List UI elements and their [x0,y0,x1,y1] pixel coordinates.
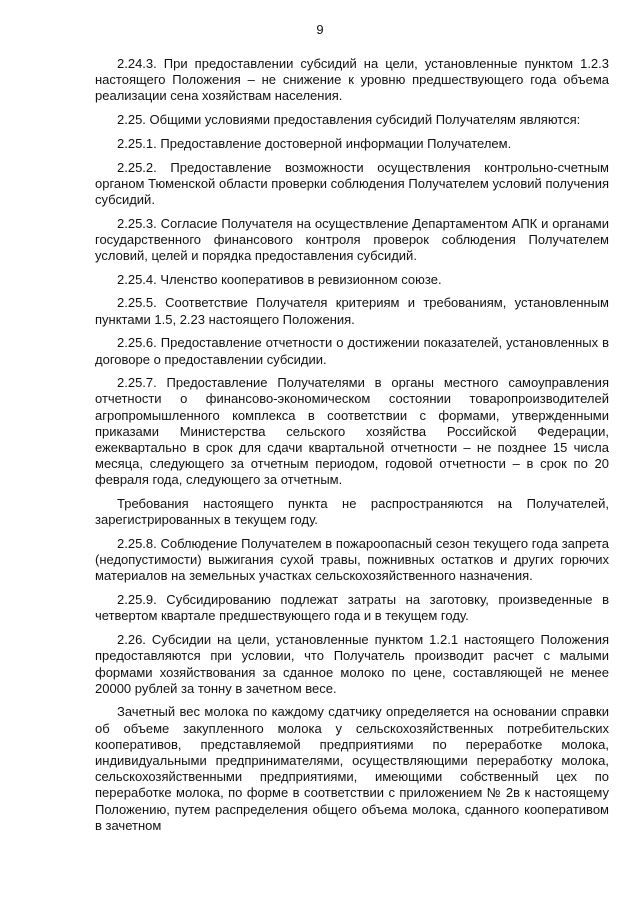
paragraph-2-25-1: 2.25.1. Предоставление достоверной информации Получателем. [117,135,512,151]
paragraph-2-25-4: 2.25.4. Членство кооперативов в ревизионном союзе. [117,271,442,287]
page-number: 9 [316,22,324,37]
document-body [95,56,609,834]
paragraph-2-25-5: 2.25.5. Соответствие Получателя критериям и требованиям, установленным пунктами 1.5, 2.23 настоящего Положения. [95,295,609,327]
paragraph-milk-weight: Зачетный вес молока по каждому сдатчику определяется на основании справки об объеме закупленного молока у сельскохозяйственных потребительских кооперативов, представляемой предприятиями по переработке молока, индивидуальными предпринимателями, осуществляющими переработку молока, сельскохозяйственными предприятиями, имеющими собственный цех по переработке молока, по форме в соответствии с приложением № 2в к настоящему Положению, путем распределения общего объема молока, сданного кооперативом в зачетном [95,704,609,833]
paragraph-2-25-2: 2.25.2. Предоставление возможности осуществления контрольно-счетным органом Тюменской области проверки соблюдения Получателем условий получения субсидий. [95,159,609,207]
paragraph-2-24-3: 2.24.3. При предоставлении субсидий на цели, установленные пунктом 1.2.3 настоящего Положения – не снижение к уровню предшествующего года объема реализации сена хозяйствам населения. [95,56,609,104]
paragraph-2-25-7: 2.25.7. Предоставление Получателями в органы местного самоуправления отчетности о финансово-экономическом состоянии товаропроизводителей агропромышленного комплекса в соответствии с формами, утвержденными приказами Министерства сельского хозяйства Российской Федерации, ежеквартально в срок для сдачи квартальной отчетности – не позднее 15 числа месяца, следующего за отчетным периодом, годовой отчетности – в срок по 20 февраля года, следующего за отчетным. [95,375,609,488]
paragraph-2-25-8: 2.25.8. Соблюдение Получателем в пожароопасный сезон текущего года запрета (недопустимости) выжигания сухой травы, пожнивных остатков и других горючих материалов на земельных участках сельскохозяйственного назначения. [95,536,609,584]
paragraph-2-25-6: 2.25.6. Предоставление отчетности о достижении показателей, установленных в договоре о предоставлении субсидии. [95,335,609,367]
paragraph-2-25-3: 2.25.3. Согласие Получателя на осуществление Департаментом АПК и органами государственного финансового контроля проверок соблюдения Получателем условий, целей и порядка предоставления субсидий. [95,215,609,264]
paragraph-2-26: 2.26. Субсидии на цели, установленные пунктом 1.2.1 настоящего Положения предоставляются при условии, что Получатель производит расчет с малыми формами хозяйствования за сданное молоко по цене, составляющей не менее 20000 рублей за тонну в зачетном весе. [95,632,609,696]
paragraph-2-25: 2.25. Общими условиями предоставления субсидий Получателям являются: [117,112,581,128]
paragraph-2-25-9: 2.25.9. Субсидированию подлежат затраты на заготовку, произведенные в четвертом квартале предшествующего года и в текущем году. [95,592,609,624]
paragraph-requirements-note: Требования настоящего пункта не распространяются на Получателей, зарегистрированных в текущем году. [95,496,609,528]
